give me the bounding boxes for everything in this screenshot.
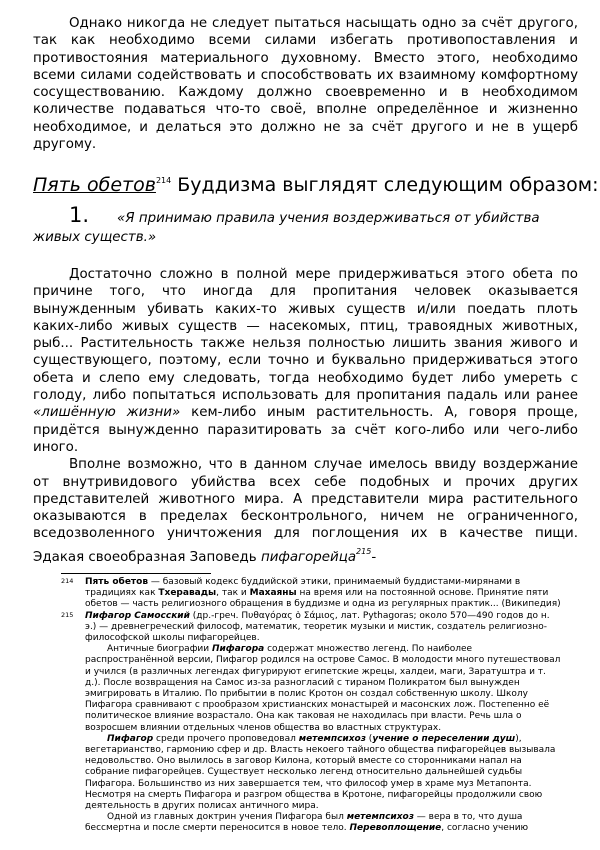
fn215-p3-f: ), вегетарианство, гармонию сфер и др. Власть некоего тайного общества пифагорейцев вызывала недовольство. Оно вылилось в заговор Килона, который вместе со сторонниками напал на собрание пифагорейцев. Существует несколько легенд относительно дальнейшей судьбы Пифагора. Большинство из них завершается тем, что философ умер в храме муз Метапонта. Несмотря на смерть Пифагора и разгром общества в Кротоне, пифагорейцы продолжили свою деятельность в других полисах античного мира. <box>85 733 556 812</box>
footnote-text <box>85 611 561 645</box>
five-precepts-link[interactable]: Пять обетов <box>33 174 156 196</box>
fn215-p3-a: Пифагор <box>107 733 154 744</box>
heading-rest: Буддизма выглядят следующим образом: <box>171 174 599 196</box>
footnote-214 <box>61 577 561 611</box>
main-p2-part-b: - <box>371 549 377 565</box>
fn215-p3-c: метемпсихоз <box>298 733 366 744</box>
footnote-ref-215[interactable]: 215 <box>356 546 372 556</box>
fn215-p4-d: Перевоплощение <box>349 823 442 834</box>
main-text <box>33 266 578 566</box>
fn215-p4-b: метемпсихоз <box>346 812 414 823</box>
fn214-text-a: — базовый кодекс буддийской этики, принимаемый буддистами-мирянами в традициях как <box>85 577 521 599</box>
footnote-215-para-2 <box>85 644 561 734</box>
fn215-p3-b: среди прочего проповедовал <box>153 733 299 744</box>
footnote-215 <box>61 611 561 645</box>
fn215-text-a: (др.-греч. Πυθαγόρας ὁ Σάμιος, лат. Pythagoras; около 570—490 годов до н. э.) — древнегреческий философ, математик, теоретик музыки и мистик, создатель религиозно-философской школы пифагорейцев. <box>85 610 550 644</box>
vow-1 <box>33 203 578 247</box>
fn214-text-b: , так и <box>216 588 250 599</box>
main-p1-part-b: кем-либо иным растительность. А, говоря проще, придётся вынужденно паразитировать за счёт кого-либо или чего-либо иного. <box>33 405 578 455</box>
footnote-mark: 215 <box>61 610 74 619</box>
fn215-p4-e: , согласно учению <box>441 823 529 834</box>
footnote-ref-214[interactable]: 214 <box>155 176 172 185</box>
fn215-p4-c: — вера в то, что душа бессмертна и после смерти переносится в новое тело. <box>85 812 523 834</box>
fn214-theravada: Тхеравады <box>158 588 217 599</box>
vow-text: «Я принимаю правила учения воздерживаться от убийства живых существ.» <box>33 211 540 245</box>
section-heading <box>33 168 599 198</box>
fn215-p4-a: Одной из главных доктрин учения Пифагора был <box>107 812 347 823</box>
vow-number: 1. <box>69 203 90 227</box>
pythagorean-link[interactable]: пифагорейца <box>260 549 357 565</box>
main-paragraph-2 <box>33 456 578 566</box>
intro-paragraph-text: Однако никогда не следует пытаться насыщать одно за счёт другого, так как необходимо всеми силами избегать противопоставления и противостояния материального духовному. Вместо этого, необходимо всеми силами содействовать и способствовать их взаимному комфортному сосуществованию. Каждому должно своевременно и в необходимом количестве подаваться что-то своё, вполне определённое и жизненно необходимое, и делаться это должно не за счёт другого и не в ущерб другому. <box>33 16 578 153</box>
main-p1-part-a: Достаточно сложно в полной мере придерживаться этого обета по причине того, что иногда для пропитания человек оказывается вынужденным убивать каких-то живых существ и/или поедать плоть каких-либо живых существ — насекомых, птиц, травоядных животных, рыб... Растительность также нельзя полностью лишить звания живого и существующего, поэтому, если точно и буквально придерживаться этого обета и слепо ему следовать, тогда необходимо будет либо умереть с голоду, либо попытаться использовать для пропитания падаль или ранее <box>33 267 578 404</box>
footnotes <box>61 577 561 835</box>
fn215-p2-a: Античные биографии <box>107 644 212 655</box>
intro-paragraph <box>33 15 578 153</box>
fn215-term: Пифагор Самосский <box>85 610 190 621</box>
main-p1-emphasis: «лишённую жизни» <box>33 405 181 421</box>
fn214-term: Пять обетов <box>85 577 149 587</box>
fn214-mahayana: Махаяны <box>249 588 297 599</box>
fn215-p2-c: содержат множество легенд. По наиболее распространённой версии, Пифагор родился на острове Самос. В молодости много путешествовал и учился (в различных легендах фигурируют египетские жрецы, халдеи, маги, Заратуштра и т. д.). После возвращения на Самос из-за разногласий с тираном Поликратом был вынужден эмигрировать в Италию. По прибытии в полис Кротон он создал собственную школу. Школу Пифагора сравнивают с прообразом христианских монастырей и масонских лож. Постепенно её политическое влияние возрастало. Она как таковая не находилась при власти. Речь шла о возросшем влиянии отдельных членов общества во властных структурах. <box>85 644 561 733</box>
footnote-separator <box>61 573 211 574</box>
footnote-215-para-4 <box>85 812 561 834</box>
main-paragraph-1 <box>33 266 578 456</box>
footnote-mark: 214 <box>61 577 74 585</box>
fn214-text-c: на время или на постоянной основе. Принятие пяти обетов — часть религиозного обращения в буддизме и одна из регулярных практик... (Википедия) <box>85 588 561 610</box>
main-p2-part-a: Вполне возможно, что в данном случае имелось ввиду воздержание от внутривидового убийства всех себе подобных и прочих других представителей животного мира. А представители мира растительного оказываются в пределах бесконтрольного, ничем не ограниченного, вседозволенного уничтожения для поглощения их в качестве пищи. Эдакая своеобразная Заповедь <box>33 457 578 565</box>
footnote-text <box>85 577 561 611</box>
fn215-p3-e: учение о переселении душ <box>372 733 516 744</box>
fn215-p3-d: ( <box>365 733 373 744</box>
fn215-p2-b: Пифагора <box>211 644 265 655</box>
footnote-215-para-3 <box>85 734 561 812</box>
